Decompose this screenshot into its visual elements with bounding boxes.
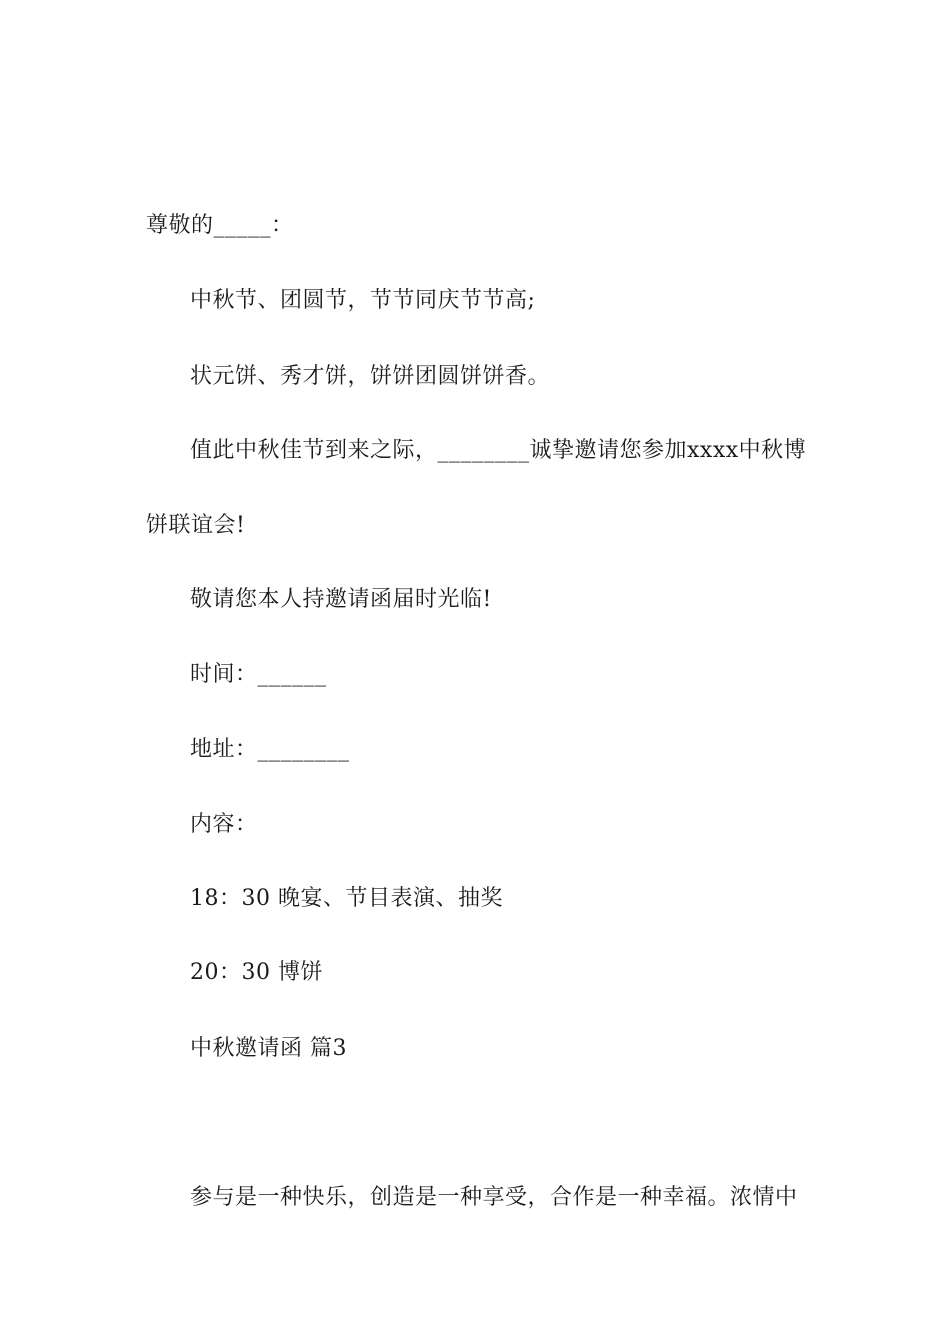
address-line: 地址：________: [190, 737, 350, 762]
paragraph-mid-autumn-couplet-2: 状元饼、秀才饼，饼饼团圆饼饼香。: [190, 364, 551, 389]
schedule-item-bobing: 20：30 博饼: [190, 960, 323, 985]
schedule-item-dinner: 18：30 晚宴、节目表演、抽奖: [190, 886, 503, 911]
section-heading: 中秋邀请函 篇3: [190, 1036, 347, 1061]
paragraph-attendance-request: 敬请您本人持邀请函届时光临!: [190, 587, 492, 612]
salutation: 尊敬的_____：: [146, 213, 294, 238]
paragraph-invitation: 值此中秋佳节到来之际，________诚挚邀请您参加xxxx中秋博: [190, 438, 807, 463]
time-line: 时间：______: [190, 662, 327, 687]
paragraph-mid-autumn-couplet-1: 中秋节、团圆节，节节同庆节节高;: [190, 288, 536, 313]
content-label: 内容：: [190, 812, 258, 837]
paragraph-participation: 参与是一种快乐，创造是一种享受，合作是一种幸福。浓情中: [190, 1185, 798, 1210]
paragraph-invitation-continued: 饼联谊会!: [146, 513, 246, 538]
